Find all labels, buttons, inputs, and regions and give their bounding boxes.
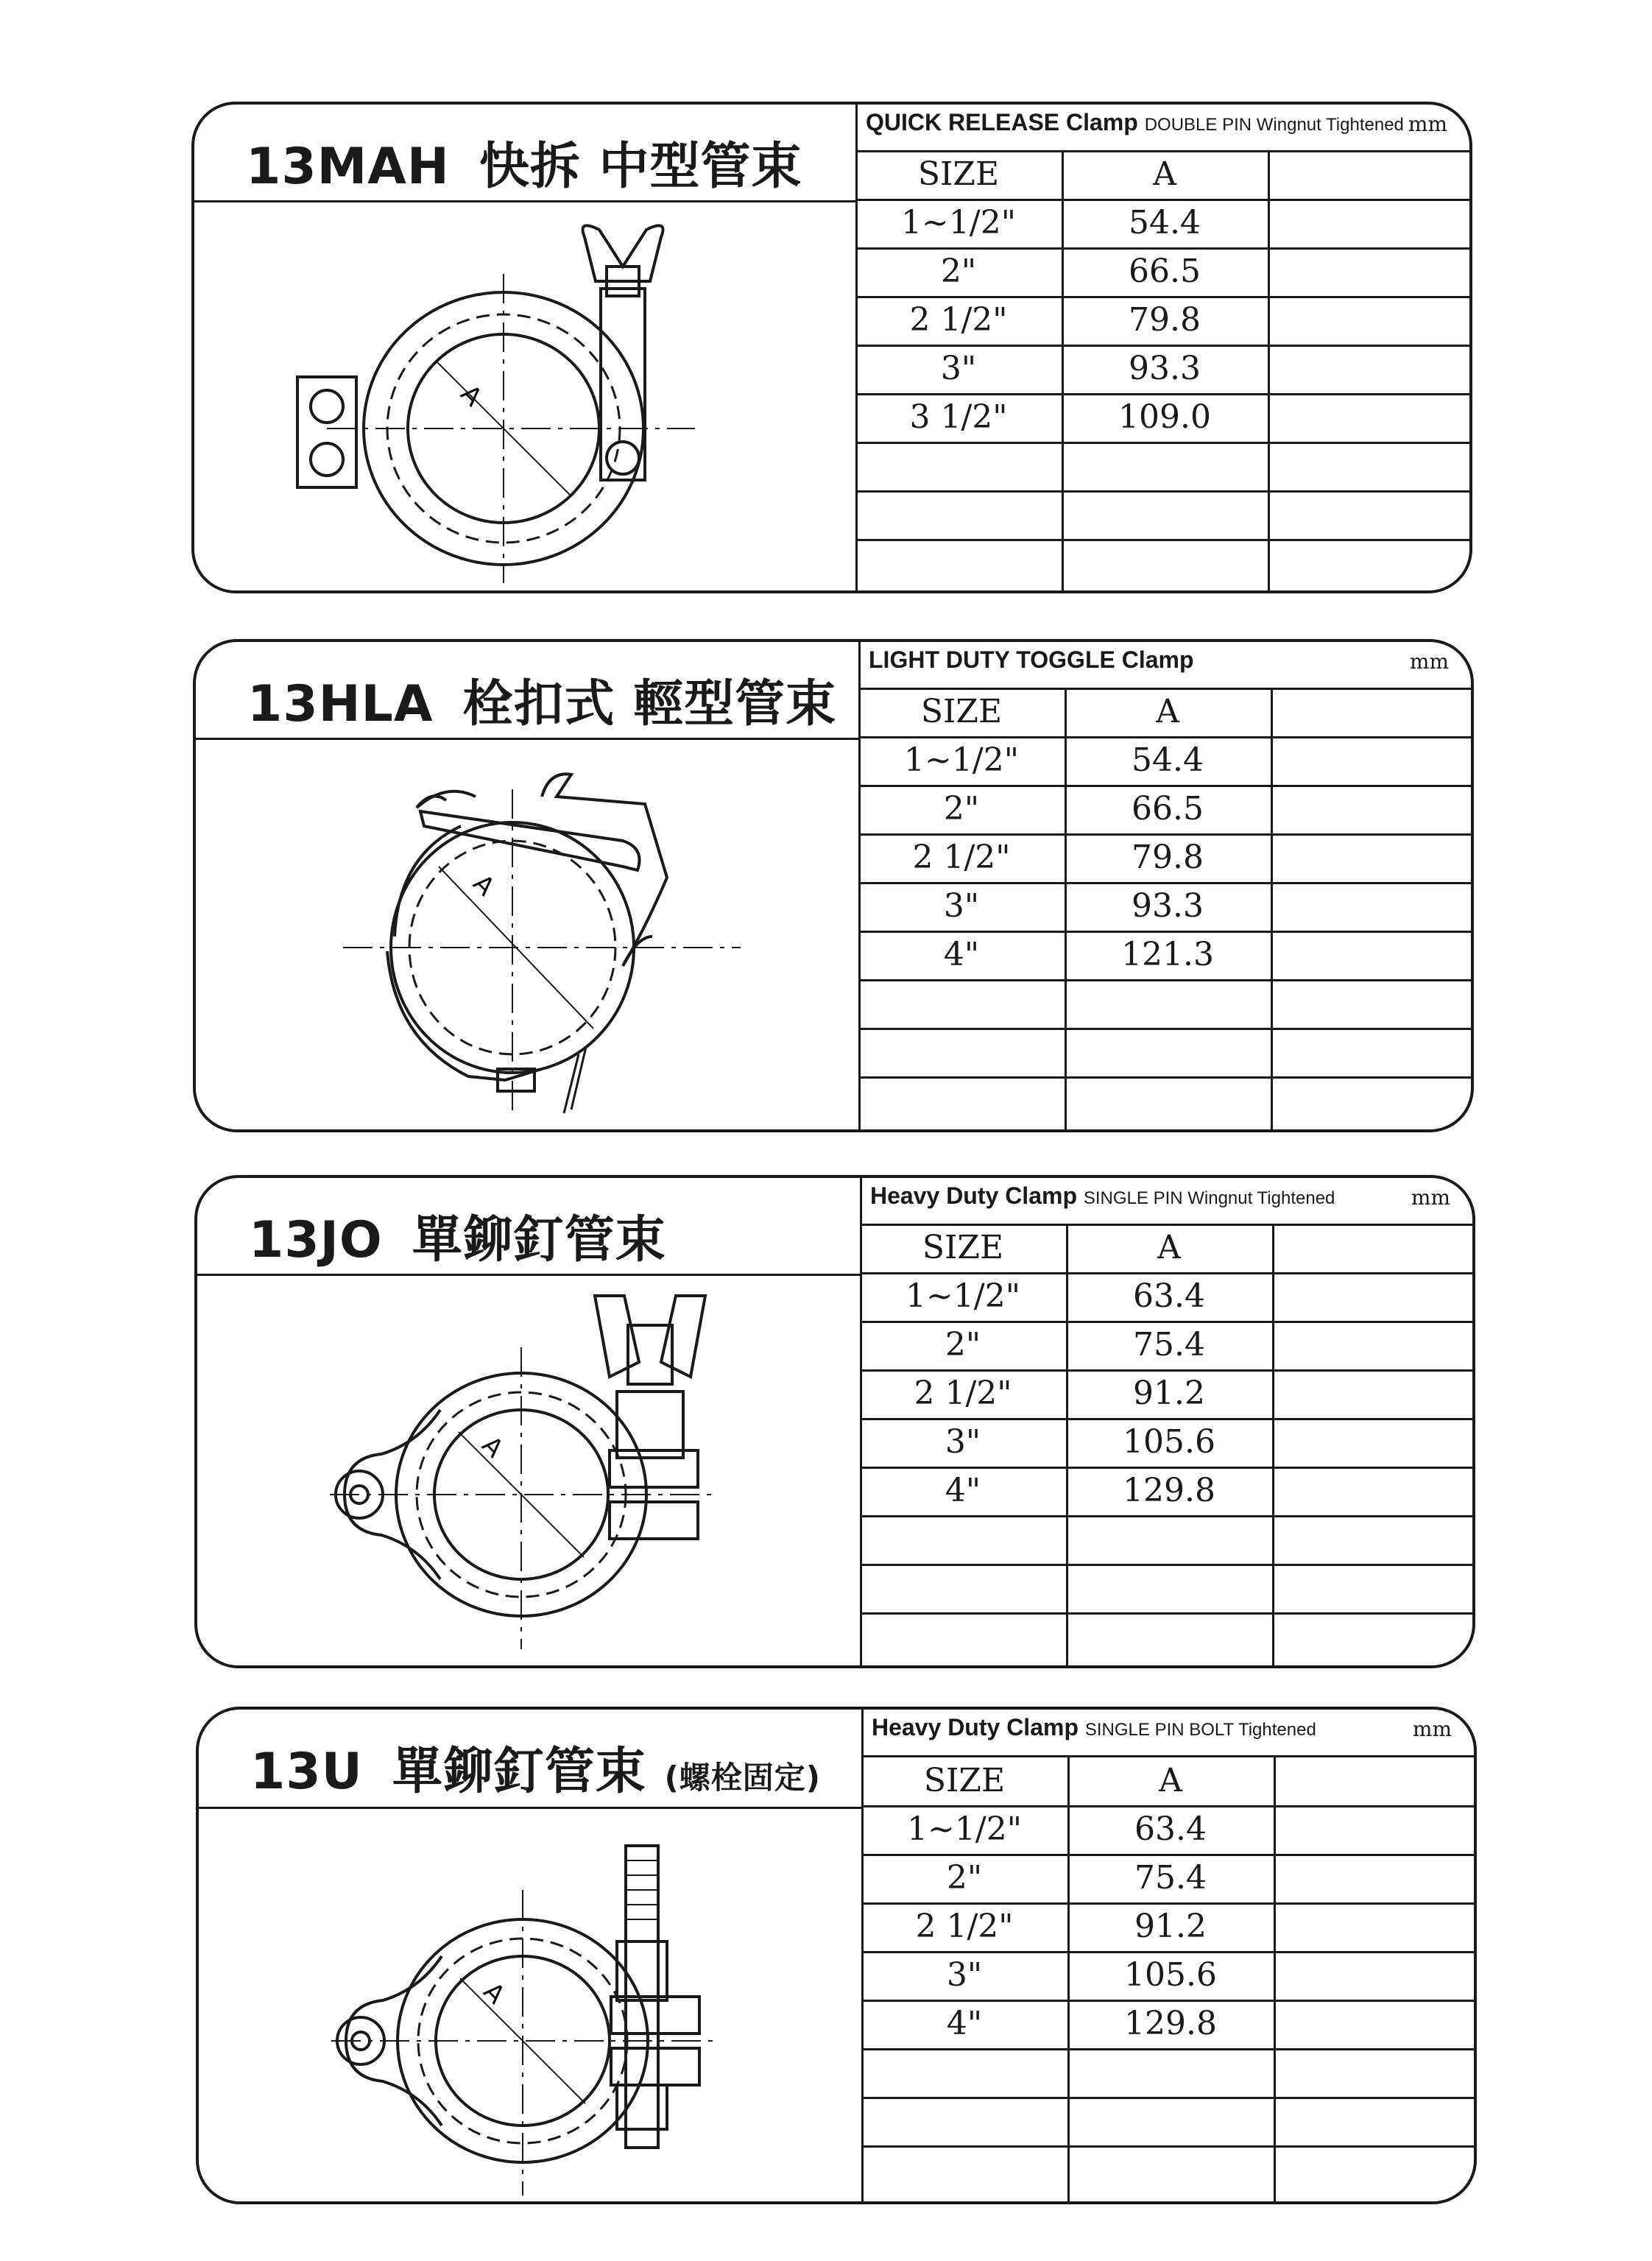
row-size: 3" bbox=[946, 1956, 983, 1994]
row-a: 105.6 bbox=[1123, 1423, 1215, 1461]
clamp-drawing-13hla bbox=[328, 745, 844, 1128]
row-a: 91.2 bbox=[1134, 1908, 1207, 1945]
row-a: 66.5 bbox=[1129, 253, 1201, 290]
row-a: 79.8 bbox=[1129, 301, 1201, 339]
col-header-a: A bbox=[1156, 693, 1179, 730]
row-a: 63.4 bbox=[1133, 1277, 1205, 1315]
clamp-type: Heavy Duty Clamp bbox=[872, 1714, 1079, 1740]
clamp-type: Heavy Duty Clamp bbox=[870, 1182, 1077, 1209]
clamp-type: QUICK RELEASE Clamp bbox=[866, 109, 1138, 135]
product-code: 13HLA bbox=[247, 675, 434, 733]
row-size: 2 1/2" bbox=[912, 839, 1011, 876]
row-size: 1~1/2" bbox=[906, 1277, 1020, 1315]
product-code: 13JO bbox=[249, 1211, 383, 1269]
clamp-drawing-13jo bbox=[300, 1281, 845, 1664]
col-header-size: SIZE bbox=[923, 1762, 1006, 1799]
row-a: 93.3 bbox=[1132, 887, 1204, 925]
clamp-card-13mah bbox=[191, 102, 1472, 593]
row-a: 129.8 bbox=[1123, 1472, 1215, 1509]
dimension-a-label: A bbox=[454, 379, 488, 412]
product-title bbox=[250, 1732, 821, 1803]
dimension-a-label: A bbox=[467, 869, 501, 902]
product-name-cn: 栓扣式 輕型管束 bbox=[462, 675, 837, 733]
row-a: 66.5 bbox=[1132, 790, 1204, 828]
row-a: 105.6 bbox=[1124, 1956, 1217, 1994]
col-header-a: A bbox=[1153, 155, 1176, 193]
clamp-type: LIGHT DUTY TOGGLE Clamp bbox=[869, 646, 1194, 673]
clamp-subtype: SINGLE PIN BOLT Tightened bbox=[1084, 1720, 1316, 1740]
row-size: 2" bbox=[943, 790, 980, 828]
product-code: 13MAH bbox=[246, 138, 450, 196]
row-size: 1~1/2" bbox=[904, 741, 1019, 779]
row-size: 3" bbox=[943, 887, 980, 925]
row-a: 109.0 bbox=[1118, 398, 1211, 436]
row-a: 91.2 bbox=[1133, 1375, 1205, 1412]
product-code: 13U bbox=[250, 1743, 363, 1801]
product-title bbox=[249, 1200, 666, 1271]
row-a: 79.8 bbox=[1132, 839, 1204, 876]
col-header-a: A bbox=[1159, 1762, 1182, 1799]
product-title bbox=[246, 127, 802, 198]
product-name-cn: 單鉚釘管束 bbox=[412, 1211, 666, 1269]
clamp-subtype: DOUBLE PIN Wingnut Tightened bbox=[1144, 115, 1404, 135]
row-a: 121.3 bbox=[1121, 936, 1214, 973]
clamp-card-13hla bbox=[193, 639, 1474, 1132]
unit-label: mm bbox=[1412, 1717, 1452, 1741]
clamp-card-13u bbox=[196, 1707, 1477, 2204]
row-size: 2" bbox=[940, 253, 977, 290]
row-size: 2 1/2" bbox=[909, 301, 1008, 339]
col-header-size: SIZE bbox=[917, 155, 1000, 193]
clamp-drawing-13mah bbox=[283, 215, 842, 583]
row-size: 4" bbox=[943, 936, 980, 973]
table-header bbox=[858, 646, 1471, 674]
row-size: 3 1/2" bbox=[909, 398, 1008, 436]
row-a: 54.4 bbox=[1129, 204, 1201, 241]
row-size: 1~1/2" bbox=[901, 204, 1016, 241]
row-size: 2" bbox=[946, 1859, 983, 1897]
row-size: 2 1/2" bbox=[914, 1375, 1012, 1412]
dimension-a-label: A bbox=[476, 1431, 509, 1464]
row-a: 75.4 bbox=[1133, 1326, 1205, 1364]
product-name-note: (螺栓固定) bbox=[664, 1760, 821, 1796]
table-header bbox=[861, 1714, 1474, 1741]
unit-label: mm bbox=[1408, 112, 1447, 136]
row-size: 4" bbox=[945, 1472, 981, 1509]
row-a: 93.3 bbox=[1129, 350, 1201, 387]
row-a: 54.4 bbox=[1132, 741, 1204, 779]
row-size: 3" bbox=[940, 350, 977, 387]
row-size: 1~1/2" bbox=[907, 1810, 1022, 1848]
col-header-size: SIZE bbox=[920, 693, 1003, 730]
col-header-size: SIZE bbox=[922, 1229, 1004, 1266]
row-a: 75.4 bbox=[1134, 1859, 1207, 1897]
row-size: 2" bbox=[945, 1326, 981, 1364]
clamp-card-13jo bbox=[194, 1175, 1475, 1668]
row-a: 63.4 bbox=[1134, 1810, 1207, 1848]
row-size: 3" bbox=[945, 1423, 981, 1461]
product-title bbox=[247, 664, 836, 736]
product-name-cn: 快拆 中型管束 bbox=[479, 138, 802, 196]
dimension-a-label: A bbox=[477, 1977, 511, 2010]
product-name-cn: 單鉚釘管束 bbox=[392, 1743, 646, 1801]
col-header-a: A bbox=[1157, 1229, 1181, 1266]
unit-label: mm bbox=[1409, 649, 1449, 674]
row-a: 129.8 bbox=[1124, 2005, 1217, 2042]
row-size: 2 1/2" bbox=[915, 1908, 1014, 1945]
clamp-subtype: SINGLE PIN Wingnut Tightened bbox=[1083, 1188, 1335, 1208]
unit-label: mm bbox=[1411, 1185, 1450, 1210]
row-size: 4" bbox=[946, 2005, 983, 2042]
clamp-drawing-13u bbox=[302, 1816, 847, 2199]
table-header bbox=[855, 109, 1469, 136]
table-header bbox=[860, 1182, 1472, 1210]
